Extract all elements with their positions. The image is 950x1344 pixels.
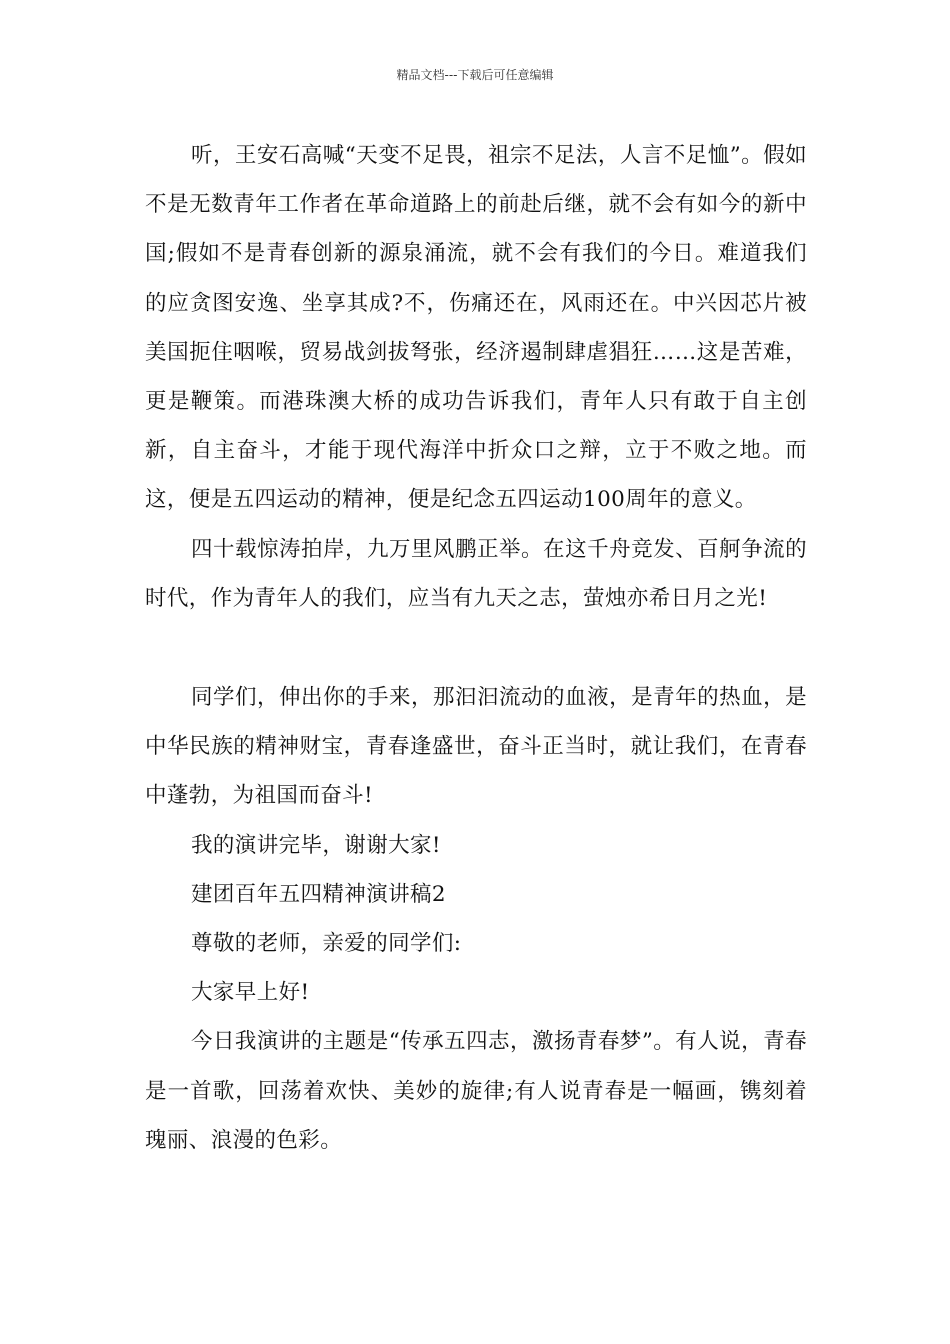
paragraph-theme: 今日我演讲的主题是“传承五四志，激扬青春梦”。有人说，青春是一首歌，回荡着欢快、美妙的旋律;有人说青春是一幅画，镌刻着瑰丽、浪漫的色彩。 (145, 1029, 807, 1153)
document-body (145, 131, 807, 1165)
salutation: 尊敬的老师，亲爱的同学们: (191, 931, 462, 957)
greeting: 大家早上好! (191, 980, 310, 1006)
paragraph-wang-anshi: 听，王安石高喊“天变不足畏，祖宗不足法，人言不足恤”。假如不是无数青年工作者在革命道路上的前赴后继，就不会有如今的新中国;假如不是青春创新的源泉涌流，就不会有我们的今日。难道我们的应贪图安逸、坐享其成?不，伤痛还在，风雨还在。中兴因芯片被美国扼住咽喉，贸易战剑拔弩张，经济遏制肆虐猖狂……这是苦难，更是鞭策。而港珠澳大桥的成功告诉我们，青年人只有敢于自主创新，自主奋斗，才能于现代海洋中折众口之辩，立于不败之地。而这，便是五四运动的精神，便是纪念五四运动100周年的意义。 (145, 143, 807, 513)
paragraph-spacer (145, 623, 807, 673)
paragraph-classmates: 同学们，伸出你的手来，那汩汩流动的血液，是青年的热血，是中华民族的精神财宝，青春逢盛世，奋斗正当时，就让我们，在青春中蓬勃，为祖国而奋斗! (145, 685, 807, 809)
page-header: 精品文档---下载后可任意编辑 (396, 68, 554, 82)
paragraph-closing: 我的演讲完毕，谢谢大家! (191, 832, 441, 858)
paragraph-forty-years: 四十载惊涛拍岸，九万里风鹏正举。在这千舟竞发、百舸争流的时代，作为青年人的我们，应当有九天之志，萤烛亦希日月之光! (145, 536, 807, 611)
speech-title: 建团百年五四精神演讲稿2 (191, 881, 446, 907)
